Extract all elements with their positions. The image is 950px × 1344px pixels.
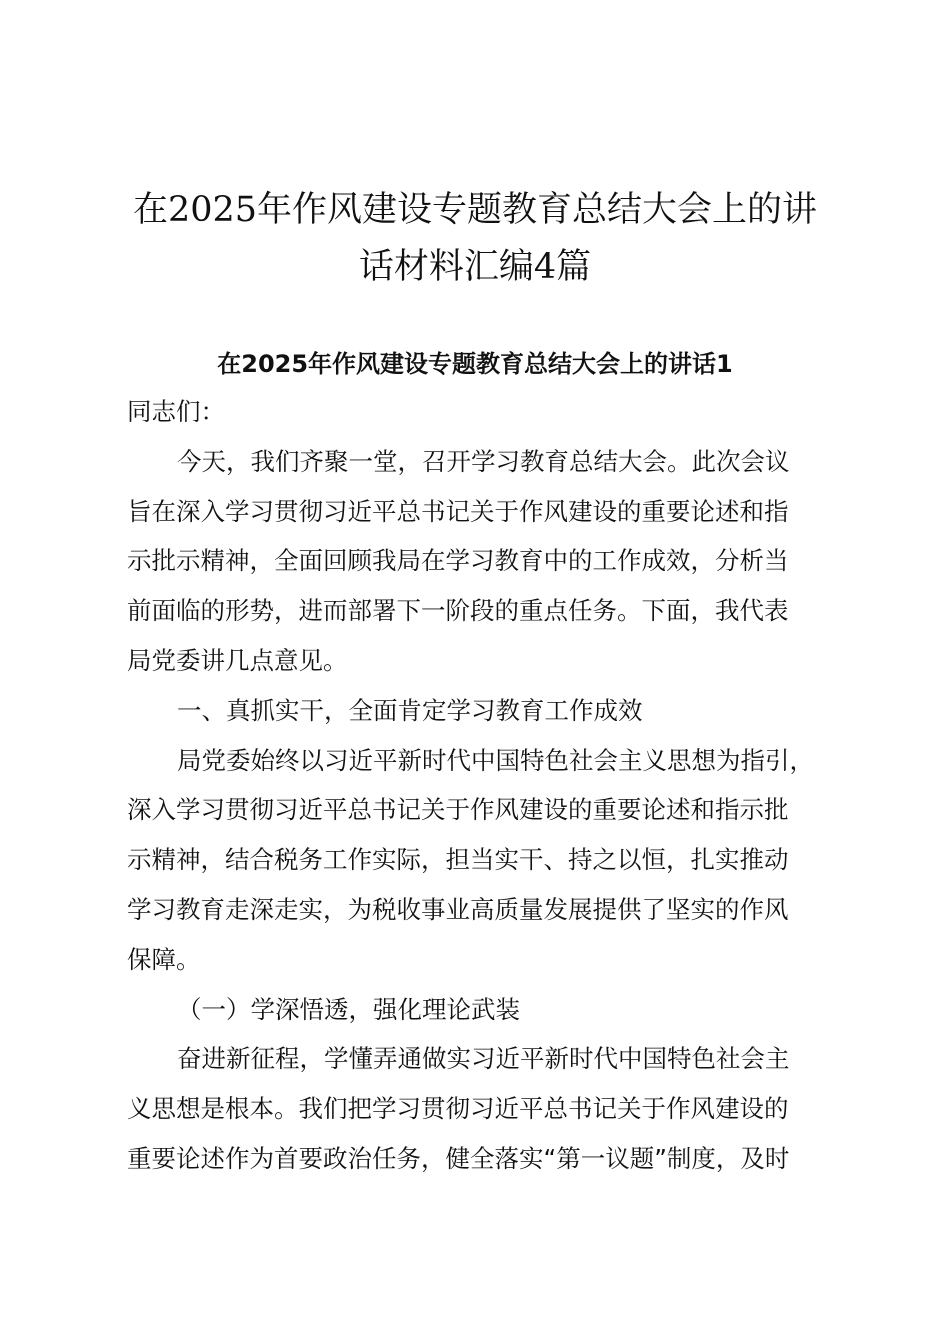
body-line: 奋进新征程，学懂弄通做实习近平新时代中国特色社会主 [177,1044,790,1074]
subheading-line: 一、真抓实干，全面肯定学习教育工作成效 [177,695,643,725]
document-title-line-2: 话材料汇编4篇 [358,247,592,287]
body-line: 局党委讲几点意见。 [127,645,348,675]
body-line: 深入学习贯彻习近平总书记关于作风建设的重要论述和指示批 [127,795,789,825]
section-heading: 在2025年作风建设专题教育总结大会上的讲话1 [217,350,733,378]
body-line: 旨在深入学习贯彻习近平总书记关于作风建设的重要论述和指 [127,496,789,526]
body-line: 今天，我们齐聚一堂，召开学习教育总结大会。此次会议 [177,446,790,476]
body-line: 示精神，结合税务工作实际，担当实干、持之以恒，扎实推动 [127,845,789,875]
body-line: 示批示精神，全面回顾我局在学习教育中的工作成效，分析当 [127,546,789,576]
body-line: 学习教育走深走实，为税收事业高质量发展提供了坚实的作风 [127,894,789,924]
body-line: 前面临的形势，进而部署下一阶段的重点任务。下面，我代表 [127,596,789,626]
body-line: 义思想是根本。我们把学习贯彻习近平总书记关于作风建设的 [127,1094,789,1124]
body-line: 局党委始终以习近平新时代中国特色社会主义思想为指引， [177,745,814,775]
body-line-salutation: 同志们： [127,397,225,426]
subheading-line: （一）学深悟透，强化理论武装 [177,994,520,1024]
document-body [127,387,847,1184]
document-title-line-1: 在2025年作风建设专题教育总结大会上的讲 [132,190,818,230]
body-line: 重要论述作为首要政治任务，健全落实“第一议题”制度，及时 [127,1143,790,1173]
document-title [100,182,850,296]
body-line: 保障。 [127,944,201,974]
